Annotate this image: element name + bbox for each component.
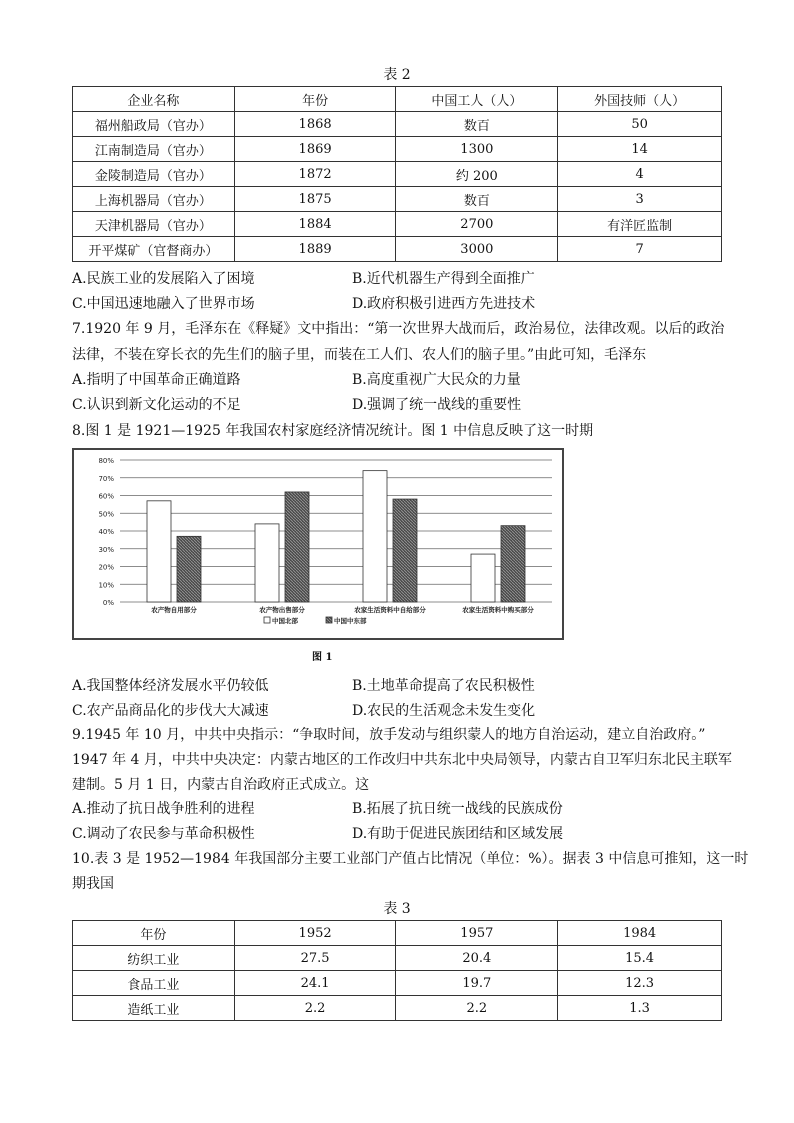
- cell: 20.4: [396, 946, 558, 971]
- cell: 1884: [234, 212, 396, 237]
- cell: 2700: [396, 212, 558, 237]
- y-tick-label: 20%: [98, 563, 114, 572]
- q10-stem-line1: 10.表 3 是 1952—1984 年我国部分主要工业部门产值占比情况（单位：%）。据表 3 中信息可推知，这一时: [72, 851, 749, 867]
- cell: 纺织工业: [73, 946, 235, 971]
- cell: 约 200: [396, 162, 558, 187]
- table-row: [73, 137, 722, 162]
- cell: 造纸工业: [73, 996, 235, 1021]
- figure1-chart: [72, 448, 564, 640]
- y-tick-label: 60%: [98, 492, 114, 501]
- header-cell: 年份: [234, 87, 396, 112]
- table-row: [73, 212, 722, 237]
- table2: [72, 86, 722, 262]
- bar-north: [363, 471, 387, 602]
- q7-option-c: C.认识到新文化运动的不足: [72, 397, 241, 413]
- cell: 1300: [396, 137, 558, 162]
- cell: 2.2: [234, 996, 396, 1021]
- cell: 19.7: [396, 971, 558, 996]
- table-header-row: [73, 921, 722, 946]
- table-row: [73, 971, 722, 996]
- q8-option-d: D.农民的生活观念未发生变化: [352, 703, 536, 719]
- legend-swatch: [264, 617, 270, 623]
- q9-option-b: B.拓展了抗日统一战线的民族成份: [352, 801, 563, 817]
- q6-option-a: A.民族工业的发展陷入了困境: [72, 271, 255, 287]
- cell: 27.5: [234, 946, 396, 971]
- cell: 7: [558, 237, 722, 262]
- q7-stem-line1: 7.1920 年 9 月，毛泽东在《释疑》文中指出：“第一次世界大战而后，政治易位，法律改观。以后的政治: [72, 321, 725, 337]
- q8-stem: 8.图 1 是 1921—1925 年我国农村家庭经济情况统计。图 1 中信息反映了这一时期: [72, 423, 594, 439]
- cell: 1869: [234, 137, 396, 162]
- q6-option-d: D.政府积极引进西方先进技术: [352, 296, 536, 312]
- cell: 3000: [396, 237, 558, 262]
- bar-chart: [74, 450, 562, 638]
- legend-label: 中国中东部: [334, 617, 367, 625]
- q9-stem-line1: 9.1945 年 10 月，中共中央指示：“争取时间，放手发动与组织蒙人的地方自治运动，建立自治政府。”: [72, 727, 706, 743]
- cell: 有洋匠监制: [558, 212, 722, 237]
- x-category-label: 农家生活资料中自给部分: [354, 606, 426, 614]
- q9-option-c: C.调动了农民参与革命积极性: [72, 826, 255, 842]
- cell: 食品工业: [73, 971, 235, 996]
- q6-option-c: C.中国迅速地融入了世界市场: [72, 296, 255, 312]
- header-cell: 外国技师（人）: [558, 87, 722, 112]
- q8-option-a: A.我国整体经济发展水平仍较低: [72, 678, 269, 694]
- x-category-label: 农产物自用部分: [151, 606, 197, 614]
- cell: 福州船政局（官办）: [73, 112, 235, 137]
- header-cell: 年份: [73, 921, 235, 946]
- q9-stem-line2: 1947 年 4 月，中共中央决定：内蒙古地区的工作改归中共东北中央局领导，内蒙古自卫军归东北民主联军: [72, 752, 732, 768]
- q7-option-a: A.指明了中国革命正确道路: [72, 372, 241, 388]
- table-row: [73, 187, 722, 212]
- cell: 上海机器局（官办）: [73, 187, 235, 212]
- table-row: [73, 996, 722, 1021]
- q7-stem-line2: 法律，不装在穿长衣的先生们的脑子里，而装在工人们、农人们的脑子里。”由此可知，毛泽东: [72, 347, 647, 363]
- figure1-label: 图 1: [312, 652, 333, 663]
- q9-option-d: D.有助于促进民族团结和区域发展: [352, 826, 564, 842]
- x-category-label: 农家生活资料中购买部分: [462, 606, 534, 614]
- table3: [72, 920, 722, 1021]
- bar-east: [285, 492, 309, 602]
- q7-option-d: D.强调了统一战线的重要性: [352, 397, 522, 413]
- bar-east: [393, 499, 417, 602]
- bar-east: [501, 526, 525, 602]
- cell: 1889: [234, 237, 396, 262]
- cell: 12.3: [558, 971, 722, 996]
- cell: 数百: [396, 187, 558, 212]
- table-row: [73, 162, 722, 187]
- legend-label: 中国北部: [272, 617, 298, 625]
- table-row: [73, 946, 722, 971]
- y-tick-label: 40%: [98, 528, 114, 536]
- q9-option-a: A.推动了抗日战争胜利的进程: [72, 801, 255, 817]
- cell: 2.2: [396, 996, 558, 1021]
- table-row: [73, 112, 722, 137]
- q9-stem-line3: 建制。5 月 1 日，内蒙古自治政府正式成立。这: [72, 777, 370, 793]
- table2-caption: 表 2: [383, 67, 411, 83]
- y-tick-label: 50%: [98, 510, 114, 519]
- cell: 4: [558, 162, 722, 187]
- y-tick-label: 10%: [98, 581, 114, 590]
- cell: 24.1: [234, 971, 396, 996]
- cell: 天津机器局（官办）: [73, 212, 235, 237]
- q7-option-b: B.高度重视广大民众的力量: [352, 372, 521, 388]
- header-cell: 1957: [396, 921, 558, 946]
- y-tick-label: 0%: [102, 599, 114, 607]
- cell: 14: [558, 137, 722, 162]
- y-tick-label: 30%: [98, 545, 114, 554]
- table-row: [73, 237, 722, 262]
- cell: 1868: [234, 112, 396, 137]
- cell: 1875: [234, 187, 396, 212]
- bar-north: [255, 524, 279, 602]
- y-tick-label: 80%: [98, 457, 114, 465]
- header-cell: 企业名称: [73, 87, 235, 112]
- q8-option-c: C.农产品商品化的步伐大大减速: [72, 703, 269, 719]
- bar-north: [471, 554, 495, 602]
- cell: 15.4: [558, 946, 722, 971]
- cell: 开平煤矿（官督商办）: [73, 237, 235, 262]
- header-cell: 1984: [558, 921, 722, 946]
- cell: 金陵制造局（官办）: [73, 162, 235, 187]
- q6-option-b: B.近代机器生产得到全面推广: [352, 271, 535, 287]
- q10-stem-line2: 期我国: [72, 876, 114, 892]
- cell: 1872: [234, 162, 396, 187]
- bar-north: [147, 501, 171, 602]
- cell: 50: [558, 112, 722, 137]
- legend-swatch: [326, 617, 332, 623]
- bar-east: [177, 536, 201, 602]
- table3-caption: 表 3: [383, 901, 411, 917]
- cell: 数百: [396, 112, 558, 137]
- x-category-label: 农产物出售部分: [259, 606, 305, 614]
- cell: 3: [558, 187, 722, 212]
- header-cell: 中国工人（人）: [396, 87, 558, 112]
- q8-option-b: B.土地革命提高了农民积极性: [352, 678, 535, 694]
- cell: 1.3: [558, 996, 722, 1021]
- y-tick-label: 70%: [98, 474, 114, 483]
- header-cell: 1952: [234, 921, 396, 946]
- cell: 江南制造局（官办）: [73, 137, 235, 162]
- table-header-row: [73, 87, 722, 112]
